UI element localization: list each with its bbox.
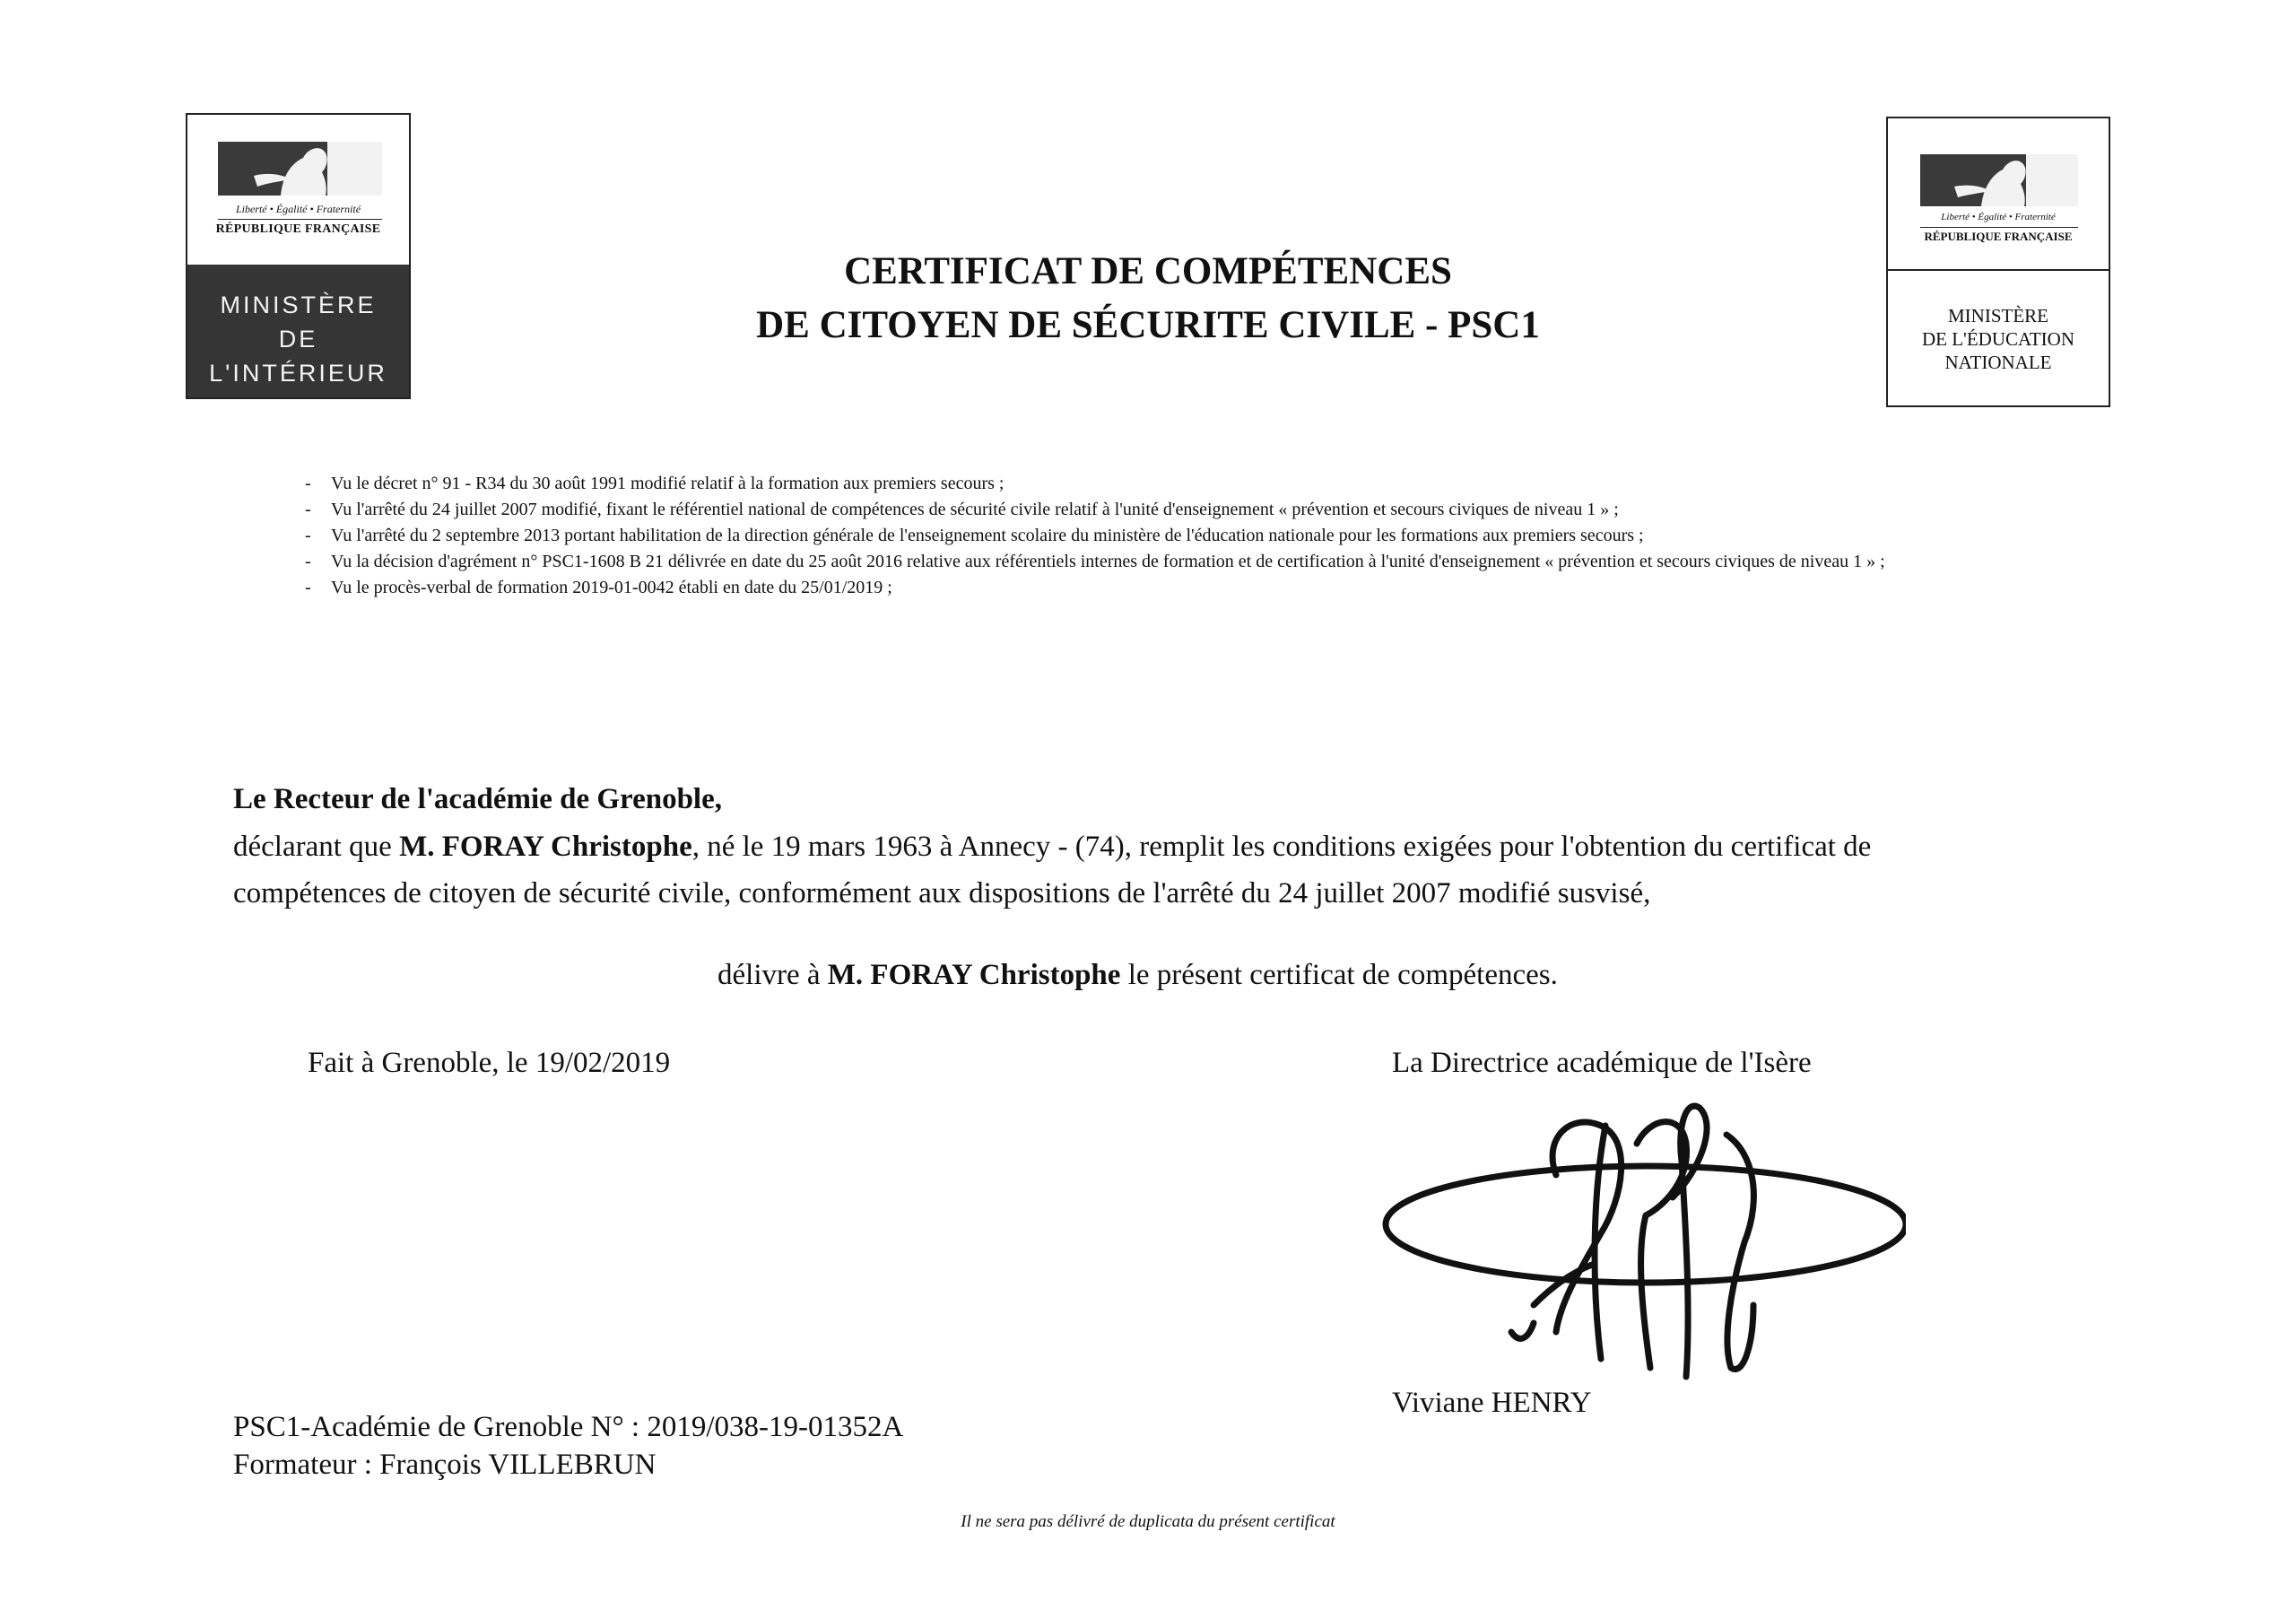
consideration-text: Vu la décision d'agrément n° PSC1-1608 B 21 délivrée en date du 25 août 2016 relative aux référentiels internes de formation et de certification à l'unité d'enseignement « prévention et secours civiques de niveau 1 » ; (331, 552, 1885, 571)
list-item: - Vu l'arrêté du 2 septembre 2013 portant habilitation de la direction générale de l'enseignement scolaire du ministère de l'éducation nationale pour les formations aux premiers secours ; (305, 526, 1644, 545)
ministry-name-block (187, 265, 409, 397)
signatory-title: La Directrice académique de l'Isère (1392, 1047, 1812, 1079)
delivery-prefix: délivre à (718, 959, 821, 991)
declaration-prefix: déclarant que (233, 831, 392, 863)
certificate-number: PSC1-Académie de Grenoble N° : 2019/038-19-01352A (233, 1411, 904, 1443)
list-item: - Vu le décret n° 91 - R34 du 30 août 1991 modifié relatif à la formation aux premiers secours ; (305, 474, 1004, 493)
legal-considerations-list (299, 471, 2021, 601)
republic-motto: Liberté • Égalité • Fraternité (235, 203, 361, 215)
recipient-name: M. FORAY Christophe (827, 959, 1121, 991)
logo-divider (1920, 227, 2078, 228)
signatory-name: Viviane HENRY (1392, 1387, 1592, 1419)
ministry-name-line: NATIONALE (1944, 352, 2052, 373)
delivery-line (718, 959, 1558, 992)
consideration-text: Vu le décret n° 91 - R34 du 30 août 1991 modifié relatif à la formation aux premiers secours ; (331, 474, 1004, 493)
ministere-interieur-logo (186, 113, 411, 399)
ministere-education-logo (1886, 117, 2110, 407)
republic-name: RÉPUBLIQUE FRANÇAISE (1924, 230, 2073, 243)
duplicate-notice: Il ne sera pas délivré de duplicata du présent certificat (961, 1512, 1335, 1531)
consideration-text: Vu l'arrêté du 2 septembre 2013 portant habilitation de la direction générale de l'enseignement scolaire du ministère de l'éducation nationale pour les formations aux premiers secours ; (331, 526, 1644, 545)
marianne-emblem-icon (218, 142, 382, 196)
consideration-text: Vu l'arrêté du 24 juillet 2007 modifié, fixant le référentiel national de compétences de sécurité civile relatif à l'unité d'enseignement « prévention et secours civiques de niveau 1 » ; (331, 500, 1619, 519)
delivery-suffix: le présent certificat de compétences. (1127, 959, 1558, 991)
declaration-suffix: , né le 19 mars 1963 à Annecy - (74), remplit les conditions exigées pour l'obtention du certificat de (691, 831, 1872, 863)
logo-separator (1888, 269, 2109, 271)
place-date: Fait à Grenoble, le 19/02/2019 (308, 1047, 671, 1079)
ministry-name-line: DE (278, 326, 318, 353)
ministry-name-line: DE L'ÉDUCATION (1921, 328, 2074, 350)
handwritten-signature (1377, 1090, 1906, 1386)
consideration-text: Vu le procès-verbal de formation 2019-01-0042 établi en date du 25/01/2019 ; (331, 578, 892, 597)
certificate-title-line2: DE CITOYEN DE SÉCURITE CIVILE - PSC1 (756, 304, 1540, 346)
rector-line: Le Recteur de l'académie de Grenoble, (233, 783, 722, 815)
list-item: - Vu le procès-verbal de formation 2019-01-0042 établi en date du 25/01/2019 ; (305, 578, 892, 597)
republic-motto: Liberté • Égalité • Fraternité (1941, 212, 2056, 222)
republic-name: RÉPUBLIQUE FRANÇAISE (215, 222, 381, 236)
declaration-line1 (233, 831, 1871, 864)
list-item: - Vu la décision d'agrément n° PSC1-1608 B 21 délivrée en date du 25 août 2016 relative aux référentiels internes de formation et de certification à l'unité d'enseignement « prévention et secours civiques de niveau 1 » ; (305, 552, 1885, 571)
trainer-name: Formateur : François VILLEBRUN (233, 1449, 657, 1481)
ministry-name-line: L'INTÉRIEUR (209, 360, 387, 387)
logo-divider (218, 219, 382, 220)
list-item: - Vu l'arrêté du 24 juillet 2007 modifié, fixant le référentiel national de compétences de sécurité civile relatif à l'unité d'enseignement « prévention et secours civiques de niveau 1 » ; (305, 500, 1619, 519)
ministry-name-block (1888, 304, 2109, 374)
recipient-name: M. FORAY Christophe (399, 831, 692, 863)
marianne-emblem-icon (1920, 154, 2078, 206)
declaration-line2: compétences de citoyen de sécurité civile, conformément aux dispositions de l'arrêté du 24 juillet 2007 modifié susvisé, (233, 877, 1651, 910)
certificate-title-line1: CERTIFICAT DE COMPÉTENCES (844, 250, 1452, 292)
ministry-name-line: MINISTÈRE (220, 292, 377, 318)
ministry-name-line: MINISTÈRE (1948, 305, 2048, 326)
